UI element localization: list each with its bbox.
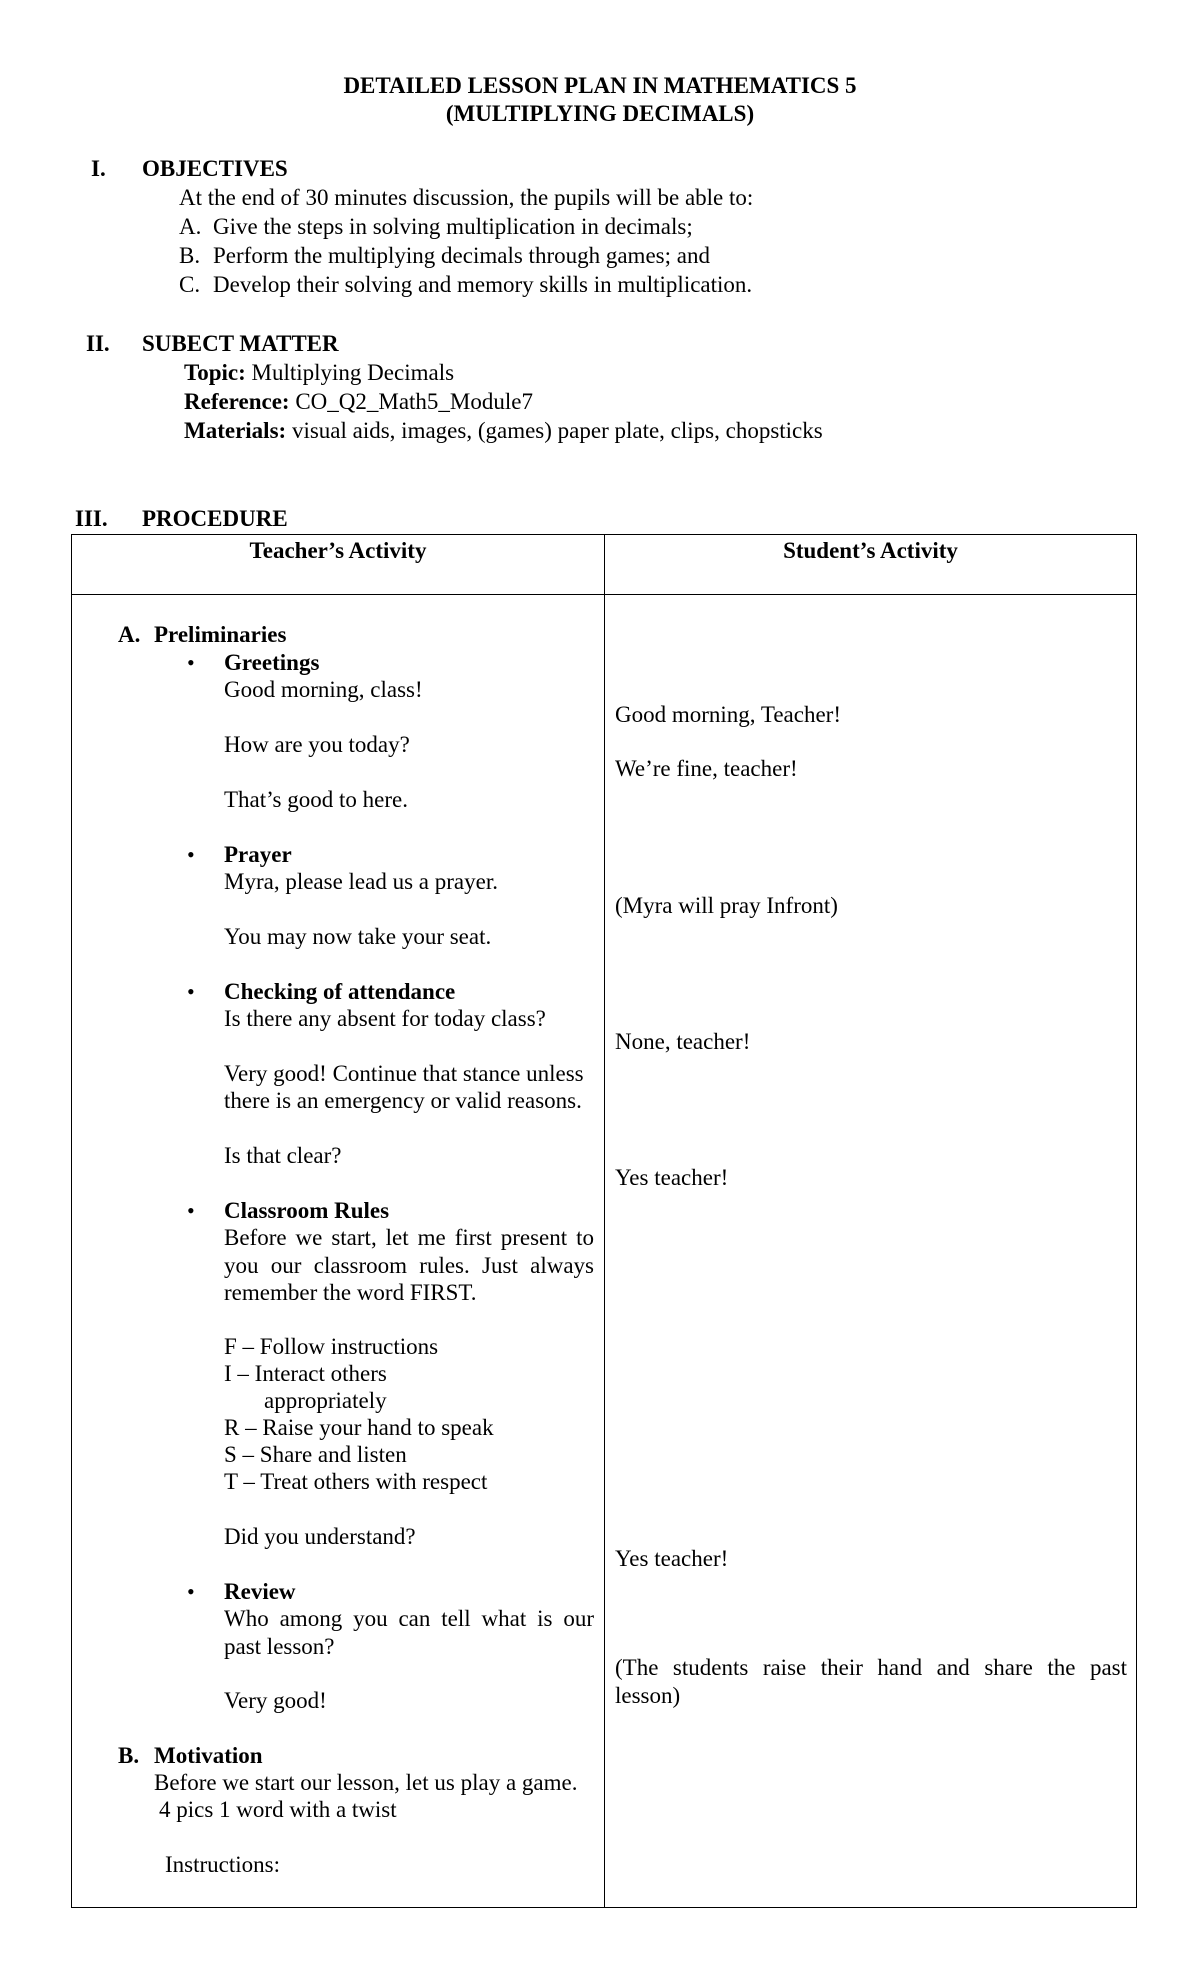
- rule-item: S – Share and listen: [224, 1442, 407, 1467]
- attendance-line: Is there any absent for today class?: [224, 1006, 546, 1031]
- objective-letter: B.: [179, 243, 201, 268]
- preliminaries-heading: Preliminaries: [154, 622, 287, 647]
- rule-item: T – Treat others with respect: [224, 1469, 488, 1494]
- reference-line: [184, 388, 533, 416]
- student-column-header: Student’s Activity: [605, 535, 1137, 595]
- rules-heading: Classroom Rules: [224, 1198, 390, 1223]
- objectives-heading: OBJECTIVES: [142, 156, 288, 181]
- topic-line: [184, 359, 454, 387]
- attendance-heading: Checking of attendance: [224, 979, 456, 1004]
- rule-item: R – Raise your hand to speak: [224, 1415, 494, 1440]
- document-title: DETAILED LESSON PLAN IN MATHEMATICS 5: [343, 73, 857, 98]
- student-response: Good morning, Teacher!: [615, 702, 841, 727]
- student-response: Yes teacher!: [615, 1165, 729, 1190]
- greetings-line: That’s good to here.: [224, 787, 408, 812]
- attendance-line: there is an emergency or valid reasons.: [224, 1088, 582, 1113]
- review-line: Very good!: [224, 1688, 327, 1713]
- preliminaries-letter: A.: [118, 622, 141, 647]
- objective-letter: C.: [179, 272, 201, 297]
- bullet-icon: •: [187, 842, 195, 867]
- materials-value: visual aids, images, (games) paper plate, clips, chopsticks: [291, 418, 823, 443]
- bullet-icon: •: [187, 979, 195, 1004]
- attendance-line: Is that clear?: [224, 1143, 342, 1168]
- objective-item: Develop their solving and memory skills in multiplication.: [213, 272, 753, 297]
- section-numeral: II.: [86, 331, 110, 356]
- objectives-intro: At the end of 30 minutes discussion, the pupils will be able to:: [179, 185, 754, 210]
- prayer-line: Myra, please lead us a prayer.: [224, 869, 498, 894]
- prayer-heading: Prayer: [224, 842, 292, 867]
- student-response: We’re fine, teacher!: [615, 756, 798, 781]
- reference-value: CO_Q2_Math5_Module7: [295, 389, 533, 414]
- rule-item: F – Follow instructions: [224, 1334, 439, 1359]
- bullet-icon: •: [187, 1579, 195, 1604]
- objective-item: Give the steps in solving multiplication in decimals;: [213, 214, 693, 239]
- reference-label: Reference:: [184, 389, 290, 414]
- student-response: (The students raise their hand and share the past lesson): [615, 1655, 1127, 1708]
- student-response: None, teacher!: [615, 1029, 751, 1054]
- rules-question: Did you understand?: [224, 1524, 416, 1549]
- rule-item: appropriately: [264, 1388, 387, 1413]
- objective-letter: A.: [179, 214, 202, 239]
- bullet-icon: •: [187, 650, 195, 675]
- section-numeral: I.: [91, 156, 106, 181]
- instructions-label: Instructions:: [165, 1852, 280, 1877]
- document-subtitle: (MULTIPLYING DECIMALS): [445, 101, 755, 126]
- section-numeral: III.: [75, 506, 108, 531]
- greetings-line: How are you today?: [224, 732, 410, 757]
- objective-item: Perform the multiplying decimals through games; and: [213, 243, 710, 268]
- motivation-letter: B.: [118, 1743, 140, 1768]
- teacher-activity-cell: [72, 595, 605, 1908]
- attendance-line: Very good! Continue that stance unless: [224, 1061, 584, 1086]
- student-activity-cell: [605, 595, 1137, 1908]
- materials-line: [184, 417, 823, 445]
- review-heading: Review: [224, 1579, 296, 1604]
- topic-value: Multiplying Decimals: [251, 360, 455, 385]
- motivation-line: 4 pics 1 word with a twist: [159, 1797, 397, 1822]
- topic-label: Topic:: [184, 360, 246, 385]
- procedure-table: [71, 534, 1137, 1908]
- student-response: Yes teacher!: [615, 1546, 729, 1571]
- greetings-heading: Greetings: [224, 650, 320, 675]
- teacher-column-header: Teacher’s Activity: [72, 535, 605, 595]
- motivation-line: Before we start our lesson, let us play a game.: [154, 1770, 578, 1795]
- motivation-heading: Motivation: [154, 1743, 263, 1768]
- greetings-line: Good morning, class!: [224, 677, 423, 702]
- review-question: Who among you can tell what is our past lesson?: [224, 1606, 594, 1659]
- rule-item: I – Interact others: [224, 1361, 387, 1386]
- prayer-line: You may now take your seat.: [224, 924, 492, 949]
- bullet-icon: •: [187, 1198, 195, 1223]
- subject-matter-heading: SUBECT MATTER: [142, 331, 339, 356]
- student-response: (Myra will pray Infront): [615, 893, 838, 918]
- rules-intro: Before we start, let me first present to you our classroom rules. Just always remember the word FIRST.: [224, 1225, 594, 1305]
- procedure-heading: PROCEDURE: [142, 506, 288, 531]
- materials-label: Materials:: [184, 418, 287, 443]
